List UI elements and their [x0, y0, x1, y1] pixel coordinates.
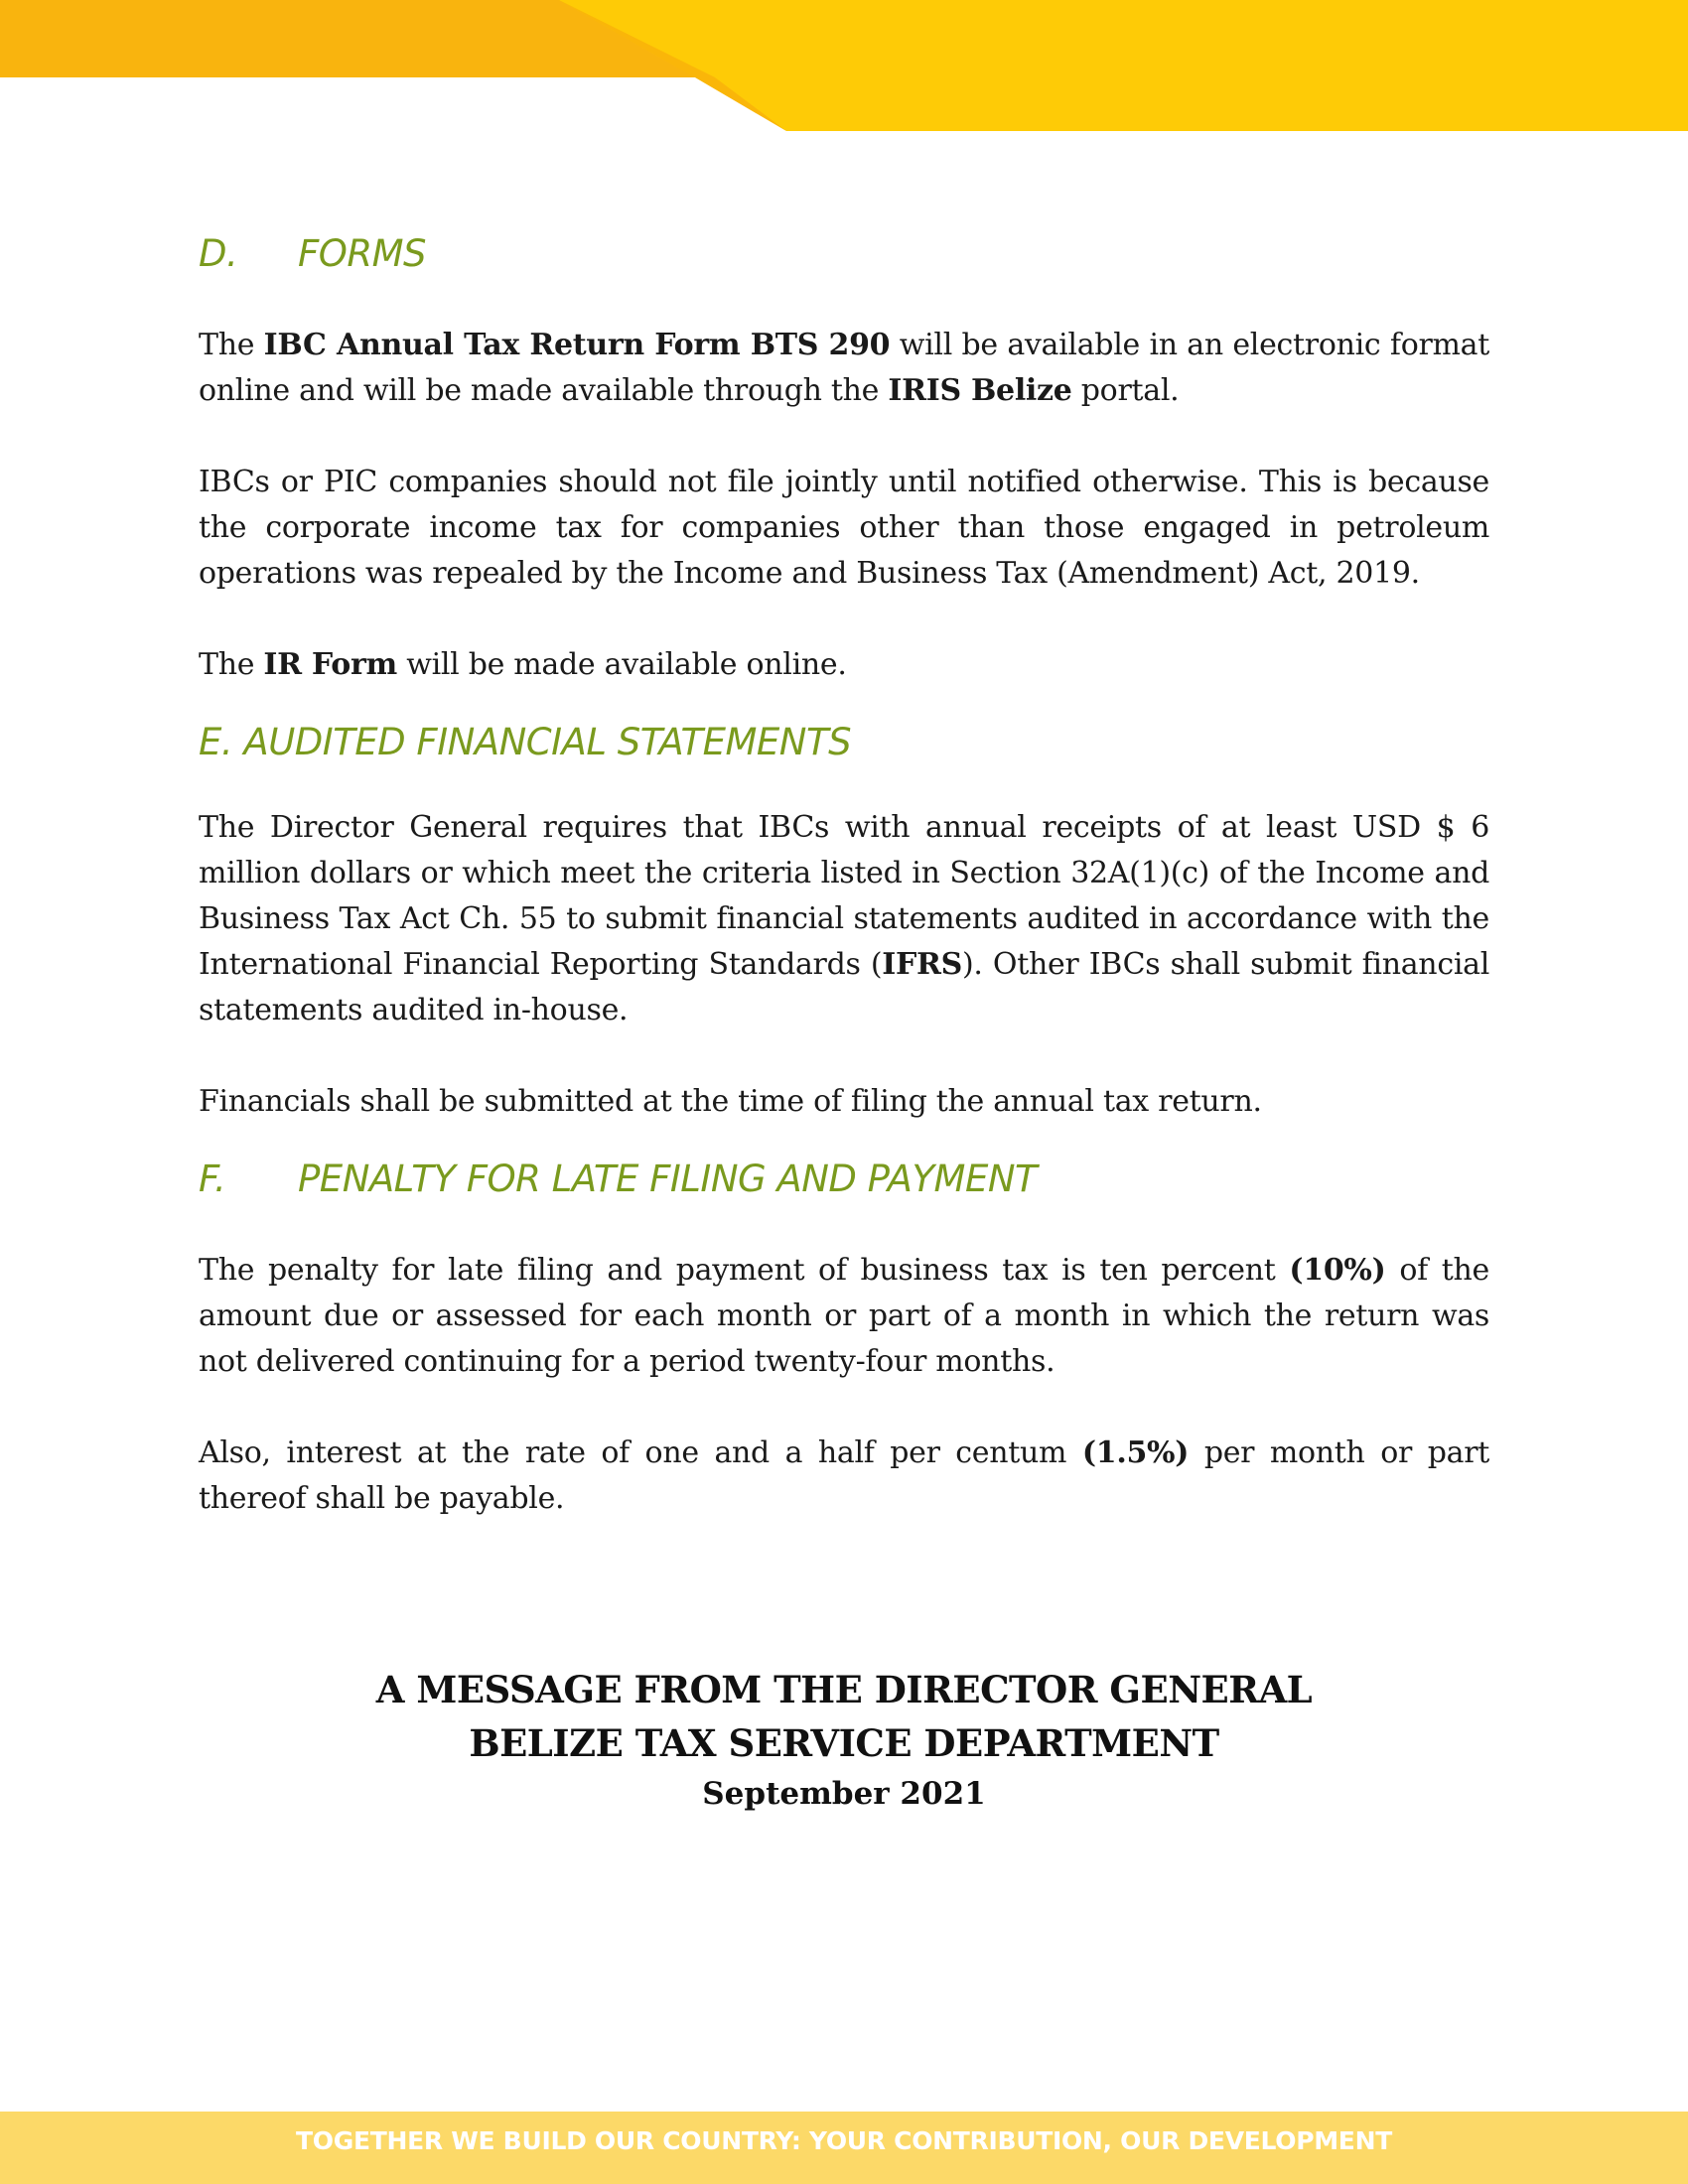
section-letter-d: D.: [199, 232, 238, 275]
closing-date: September 2021: [702, 1776, 986, 1812]
ir-form: IR Form: [263, 647, 397, 682]
section-title-penalty: PENALTY FOR LATE FILING AND PAYMENT: [298, 1158, 1038, 1200]
section-heading-forms: [199, 229, 1489, 279]
document-body: [199, 213, 1489, 1522]
footer-slogan: TOGETHER WE BUILD OUR COUNTRY: YOUR CONTRIBUTION, OUR DEVELOPMENT: [296, 2126, 1392, 2155]
top-banner-decoration: [0, 0, 1688, 139]
director-general-message: [199, 1663, 1489, 1818]
ifrs-abbrev: IFRS: [882, 947, 962, 982]
section-heading-penalty: [199, 1155, 1489, 1204]
footer-bar: [0, 2112, 1688, 2184]
forms-paragraph-3: The IR Form will be made available online.: [199, 647, 847, 682]
penalty-paragraph-1: The penalty for late filing and payment of business tax is ten percent (10%) of the amount due or assessed for each month or part of a month in which the return was not delivered continuing for a period twenty-four months.: [199, 1253, 1489, 1379]
penalty-paragraph-2: Also, interest at the rate of one and a half per centum (1.5%) per month or part thereof shall be payable.: [199, 1435, 1489, 1516]
closing-line-1: A MESSAGE FROM THE DIRECTOR GENERAL: [375, 1668, 1313, 1711]
section-heading-audited: E. AUDITED FINANCIAL STATEMENTS: [199, 721, 852, 763]
iris-belize-portal: IRIS Belize: [888, 373, 1072, 408]
closing-line-2: BELIZE TAX SERVICE DEPARTMENT: [469, 1721, 1219, 1765]
interest-rate: (1.5%): [1081, 1435, 1190, 1470]
audited-paragraph-1: The Director General requires that IBCs with annual receipts of at least USD $ 6 million dollars or which meet the criteria listed in Section 32A(1)(c) of the Income and Business Tax Act Ch. 55 to submit financial statements audited in accordance with the International Financial Reporting Standards (IFRS). Other IBCs shall submit financial statements audited in-house.: [199, 810, 1490, 1027]
section-title-forms: FORMS: [298, 232, 427, 275]
forms-paragraph-1: The IBC Annual Tax Return Form BTS 290 will be available in an electronic format online and will be made available through the IRIS Belize portal.: [199, 328, 1489, 408]
form-name-bts290: IBC Annual Tax Return Form BTS 290: [263, 328, 891, 362]
section-letter-f: F.: [199, 1158, 226, 1200]
forms-paragraph-2: IBCs or PIC companies should not file jointly until notified otherwise. This is because the corporate income tax for companies other than those engaged in petroleum operations was repealed by the Income and Business Tax (Amendment) Act, 2019.: [199, 465, 1489, 591]
penalty-rate: (10%): [1289, 1253, 1386, 1288]
audited-paragraph-2: Financials shall be submitted at the time of filing the annual tax return.: [199, 1084, 1262, 1119]
